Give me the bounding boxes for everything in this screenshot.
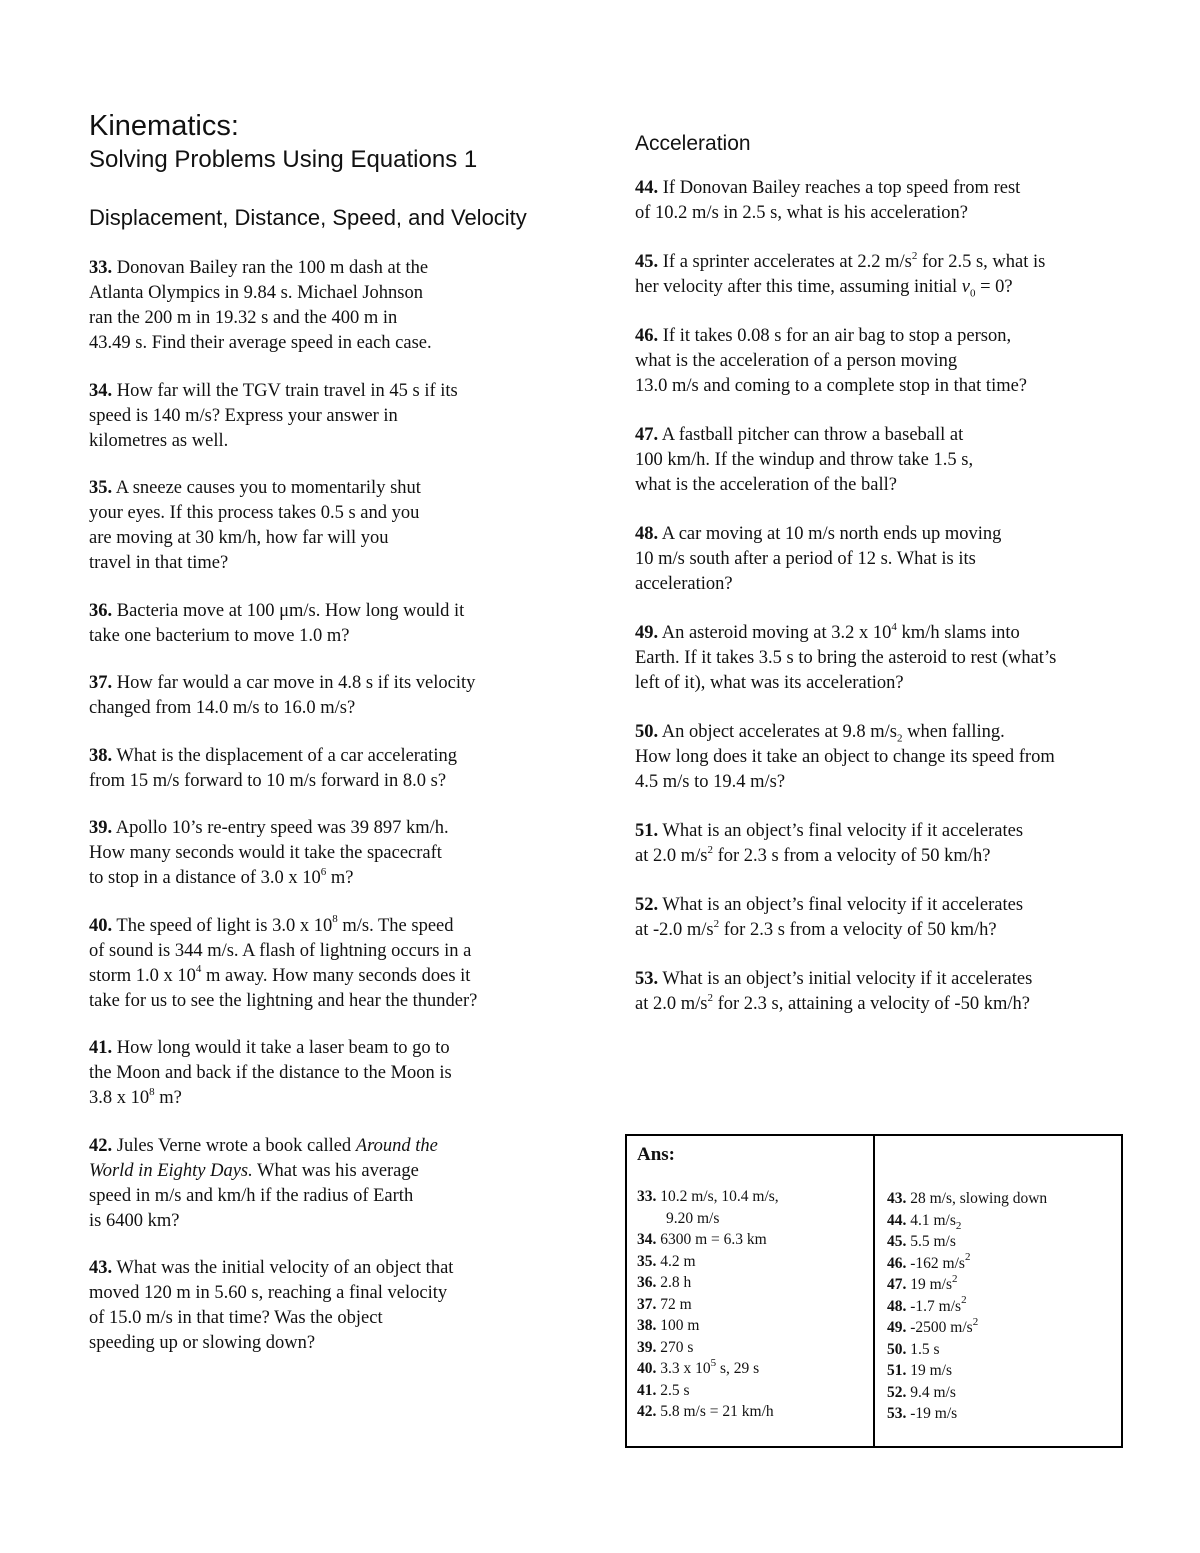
- answer-item: 53. -19 m/s: [887, 1405, 958, 1422]
- problem-40: 40. The speed of light is 3.0 x $10^8$ m/s. The speed of sound is 344 m/s. A flash of lightning occurs in a storm 1.0 x $10^4$ m away. How many seconds does it take for us to see the lightning and hear the thunder?: [89, 913, 478, 1011]
- problem-number: 53.: [635, 969, 659, 989]
- problem-number: 44.: [635, 178, 659, 198]
- answer-item: 43. 28 m/s, slowing down: [887, 1190, 1048, 1207]
- problem-35: 35. A sneeze causes you to momentarily shut your eyes. If this process takes 0.5 s and you are moving at 30 km/h, how far will you travel in that time?: [89, 478, 421, 573]
- problem-number: 48.: [635, 524, 659, 544]
- answer-item: 47. 19 $m/s^2$: [887, 1272, 958, 1293]
- problem-50: 50. An object accelerates at 9.8 $m/s_2$ when falling. How long does it take an object to change its speed from 4.5 m/s to 19.4 m/s?: [635, 722, 1055, 792]
- answer-item: 46. -162 $m/s^2$: [887, 1251, 971, 1272]
- problem-49: 49. An asteroid moving at 3.2 x $10^4$ km/h slams into Earth. If it takes 3.5 s to bring the asteroid to rest (what’s left of it), what was its acceleration?: [635, 620, 1057, 693]
- problem-34: 34. How far will the TGV train travel in 45 s if its speed is 140 m/s? Express your answer in kilometres as well.: [89, 380, 458, 451]
- problem-42: 42. Jules Verne wrote a book called Around the World in Eighty Days. What was his average speed in m/s and km/h if the radius of Earth is 6400 km?: [89, 1135, 438, 1231]
- problem-number: 39.: [89, 818, 113, 838]
- problem-38: 38. What is the displacement of a car accelerating from 15 m/s forward to 10 m/s forward in 8.0 s?: [89, 745, 457, 791]
- problem-number: 47.: [635, 425, 659, 445]
- problem-number: 37.: [89, 673, 113, 693]
- problem-number: 40.: [89, 915, 113, 936]
- problem-41: 41. How long would it take a laser beam to go to the Moon and back if the distance to the Moon is 3.8 x $10^8$ m?: [89, 1038, 452, 1108]
- problem-number: 52.: [635, 895, 659, 915]
- problem-number: 49.: [635, 623, 659, 643]
- answer-item: 39. 270 s: [637, 1338, 694, 1356]
- section-heading-acceleration: Acceleration: [635, 132, 751, 155]
- right-column: [635, 130, 1145, 1041]
- answer-item: 40. 3.3 x $10^5$ s, 29 s: [637, 1356, 760, 1377]
- problem-number: 38.: [89, 745, 113, 766]
- answer-item: 9.20 m/s: [666, 1209, 720, 1227]
- answer-item: 33. 10.2 m/s, 10.4 m/s,: [637, 1188, 779, 1205]
- problem-number: 33.: [89, 258, 113, 278]
- problem-number: 35.: [89, 478, 113, 498]
- problem-45: 45. If a sprinter accelerates at 2.2 $m/s^2$ for 2.5 s, what is her velocity after this time, assuming initial $v_0 = 0$?: [635, 249, 1046, 300]
- problem-48: 48. A car moving at 10 m/s north ends up moving 10 m/s south after a period of 12 s. What is its acceleration?: [635, 524, 1002, 594]
- problem-52: 52. What is an object’s final velocity if it accelerates at -2.0 $m/s^2$ for 2.3 s from a velocity of 50 km/h?: [635, 895, 1024, 940]
- problem-39: 39. Apollo 10’s re-entry speed was 39 897 km/h. How many seconds would it take the spacecraft to stop in a distance of 3.0 x $10^6$ m?: [89, 818, 449, 888]
- answer-item: 36. 2.8 h: [637, 1274, 692, 1291]
- problem-number: 42.: [89, 1135, 113, 1156]
- answer-column-left: [627, 1136, 875, 1446]
- problem-37: 37. How far would a car move in 4.8 s if its velocity changed from 14.0 m/s to 16.0 m/s?: [89, 673, 476, 718]
- answer-box: [625, 1134, 1123, 1448]
- left-column: [89, 108, 559, 1379]
- problem-33: 33. Donovan Bailey ran the 100 m dash at the Atlanta Olympics in 9.84 s. Michael Johnson ran the 200 m in 19.32 s and the 400 m in 43.49 s. Find their average speed in each case.: [89, 258, 432, 353]
- problem-number: 50.: [635, 722, 659, 742]
- answer-item: 35. 4.2 m: [637, 1252, 696, 1270]
- problem-number: 45.: [635, 252, 659, 272]
- answer-item: 42. 5.8 m/s = 21 km/h: [637, 1403, 774, 1420]
- problem-36: 36. Bacteria move at 100 μm/s. How long would it take one bacterium to move 1.0 m?: [89, 600, 465, 646]
- problem-53: 53. What is an object’s initial velocity if it accelerates at 2.0 $m/s^2$ for 2.3 s, attaining a velocity of -50 km/h?: [635, 969, 1033, 1014]
- section-heading-velocity: Displacement, Distance, Speed, and Velocity: [89, 205, 527, 230]
- problem-number: 36.: [89, 600, 113, 621]
- answer-item: 52. 9.4 m/s: [887, 1383, 956, 1401]
- page-subtitle: Solving Problems Using Equations 1: [89, 146, 478, 173]
- answer-item: 50. 1.5 s: [887, 1340, 940, 1358]
- problem-44: 44. If Donovan Bailey reaches a top speed from rest of 10.2 m/s in 2.5 s, what is his acceleration?: [635, 178, 1021, 223]
- answer-column-right: [875, 1136, 1121, 1446]
- page-title: Kinematics:: [89, 110, 239, 142]
- answer-item: 45. 5.5 m/s: [887, 1233, 956, 1250]
- answer-item: 48. -1.7 $m/s^2$: [887, 1294, 967, 1315]
- problem-46: 46. If it takes 0.08 s for an air bag to stop a person, what is the acceleration of a person moving 13.0 m/s and coming to a complete stop in that time?: [635, 326, 1028, 396]
- problem-51: 51. What is an object’s final velocity if it accelerates at 2.0 $m/s^2$ for 2.3 s from a velocity of 50 km/h?: [635, 821, 1024, 866]
- answer-item: 38. 100 m: [637, 1317, 700, 1334]
- problem-number: 51.: [635, 821, 659, 841]
- problem-number: 41.: [89, 1038, 113, 1058]
- problem-43: 43. What was the initial velocity of an object that moved 120 m in 5.60 s, reaching a final velocity of 15.0 m/s in that time? Was the object speeding up or slowing down?: [89, 1258, 454, 1353]
- answer-item: 37. 72 m: [637, 1295, 692, 1313]
- problem-number: 43.: [89, 1258, 113, 1278]
- answer-item: 34. 6300 m = 6.3 km: [637, 1231, 767, 1248]
- answer-item: 44. 4.1 $m/s_2$: [887, 1211, 962, 1232]
- problem-47: 47. A fastball pitcher can throw a baseball at 100 km/h. If the windup and throw take 1.5 s, what is the acceleration of the ball?: [635, 425, 974, 495]
- answer-item: 49. -2500 $m/s^2$: [887, 1315, 979, 1336]
- problem-number: 34.: [89, 380, 113, 401]
- answer-title: Ans:: [637, 1144, 676, 1165]
- problem-number: 46.: [635, 326, 659, 346]
- answer-item: 51. 19 m/s: [887, 1362, 953, 1379]
- answer-item: 41. 2.5 s: [637, 1381, 690, 1399]
